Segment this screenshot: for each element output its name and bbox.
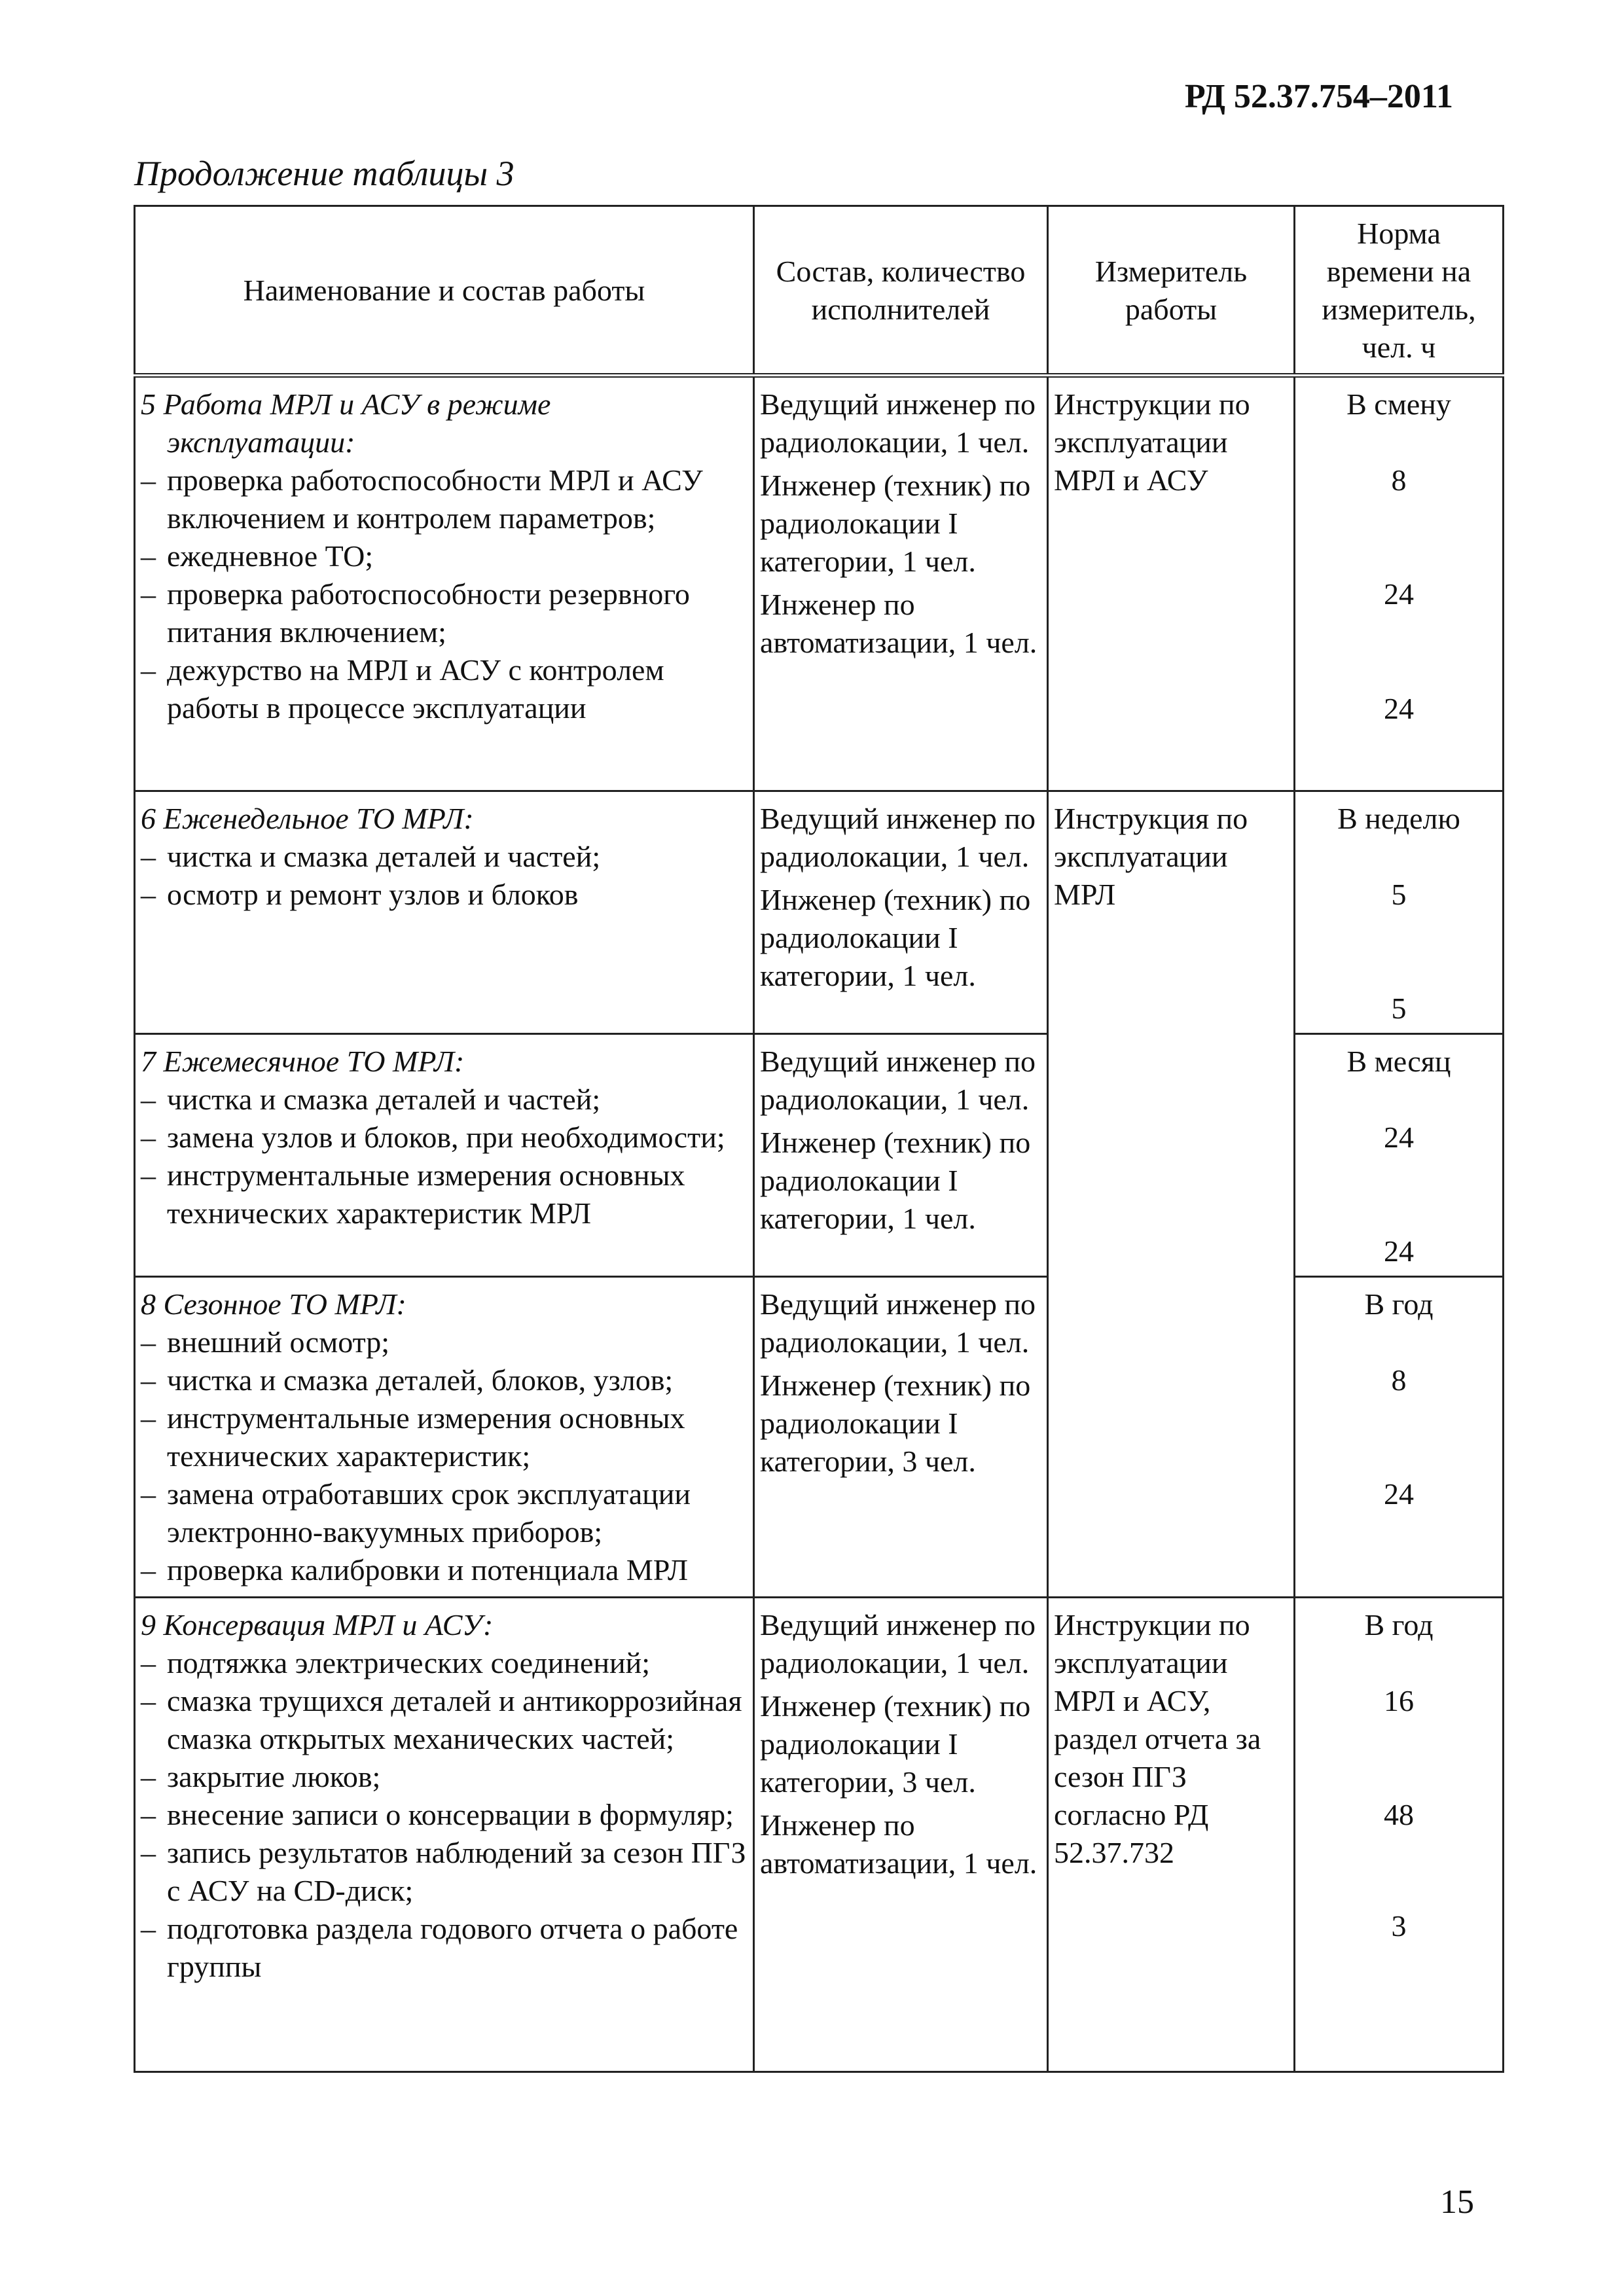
norm-value: 48: [1384, 1798, 1414, 1831]
staff-entry: Инженер по автоматизации, 1 чел.: [760, 588, 1038, 659]
table-row: [135, 1277, 1504, 1598]
norm-value: 24: [1384, 1477, 1414, 1511]
list-item: – внешний осмотр;: [141, 1325, 390, 1359]
staff-entry: Ведущий инженер по радиолокации, 1 чел.: [760, 1608, 1036, 1679]
list-item: – чистка и смазка деталей и частей;: [141, 1083, 601, 1116]
list-item: – подготовка раздела годового отчета о работе группы: [141, 1912, 738, 1983]
list-item: – инструментальные измерения основных технических характеристик МРЛ: [141, 1158, 685, 1230]
table-caption: Продолжение таблицы 3: [134, 154, 514, 193]
list-item: – дежурство на МРЛ и АСУ с контролем работы в процессе эксплуатации: [141, 653, 664, 725]
staff-entry: Инженер (техник) по радиолокации I категории, 3 чел.: [760, 1369, 1031, 1478]
section-title: 7 Ежемесячное ТО МРЛ:: [141, 1045, 465, 1078]
col-header-norm: Норма времени на измеритель, чел. ч: [1295, 206, 1504, 376]
page-number: 15: [1440, 2183, 1474, 2221]
norm-cell: [1295, 1598, 1504, 2072]
norms-table: [134, 205, 1504, 2073]
norm-cell: [1295, 1277, 1504, 1598]
list-item: – смазка трущихся деталей и антикоррозийная смазка открытых механических частей;: [141, 1684, 742, 1755]
list-item: – чистка и смазка деталей и частей;: [141, 840, 601, 873]
list-item: – проверка калибровки и потенциала МРЛ: [141, 1553, 689, 1587]
list-item: – ежедневное ТО;: [141, 539, 374, 573]
document-code: РД 52.37.754–2011: [1184, 78, 1453, 115]
staff-cell: [754, 791, 1048, 1034]
table-row: [135, 791, 1504, 1034]
staff-cell: [754, 1598, 1048, 2072]
staff-entry: Ведущий инженер по радиолокации, 1 чел.: [760, 1045, 1036, 1116]
norm-cell: [1295, 791, 1504, 1034]
norm-period: В смену: [1346, 387, 1451, 421]
norm-value: 8: [1391, 1363, 1407, 1397]
norm-value: 24: [1384, 692, 1414, 725]
section-title: 8 Сезонное ТО МРЛ:: [141, 1287, 406, 1321]
staff-entry: Инженер (техник) по радиолокации I категории, 1 чел.: [760, 883, 1031, 992]
section-title: 9 Консервация МРЛ и АСУ:: [141, 1608, 494, 1641]
staff-entry: Инженер (техник) по радиолокации I категории, 1 чел.: [760, 469, 1031, 578]
col-header-measure: Измеритель работы: [1048, 206, 1295, 376]
norm-value: 8: [1391, 463, 1407, 497]
list-item: – проверка работоспособности резервного питания включением;: [141, 577, 690, 649]
norm-cell: [1295, 376, 1504, 791]
staff-cell: [754, 376, 1048, 791]
measure-cell: Инструкция по эксплуатации МРЛ: [1048, 791, 1295, 1598]
norm-period: В месяц: [1346, 1045, 1451, 1078]
list-item: – внесение записи о консервации в формуляр;: [141, 1798, 734, 1831]
staff-entry: Инженер (техник) по радиолокации I категории, 3 чел.: [760, 1689, 1031, 1799]
list-item: – проверка работоспособности МРЛ и АСУ включением и контролем параметров;: [141, 463, 703, 535]
list-item: – чистка и смазка деталей, блоков, узлов;: [141, 1363, 674, 1397]
list-item: – подтяжка электрических соединений;: [141, 1646, 651, 1679]
norm-value: 5: [1391, 992, 1407, 1025]
staff-cell: [754, 1277, 1048, 1598]
norm-value: 3: [1391, 1909, 1407, 1943]
table-row: [135, 1598, 1504, 2072]
col-header-staff: Состав, количество исполнителей: [754, 206, 1048, 376]
norm-value: 24: [1384, 1234, 1414, 1268]
work-cell: [135, 1277, 754, 1598]
staff-entry: Ведущий инженер по радиолокации, 1 чел.: [760, 1287, 1036, 1359]
table-row: [135, 1034, 1504, 1277]
list-item: – осмотр и ремонт узлов и блоков: [141, 878, 579, 911]
measure-cell: Инструкции по эксплуатации МРЛ и АСУ, раздел отчета за сезон ПГЗ согласно РД 52.37.732: [1048, 1598, 1295, 2072]
norm-value: 5: [1391, 878, 1407, 911]
table-row: [135, 376, 1504, 791]
norm-cell: [1295, 1034, 1504, 1277]
staff-entry: Ведущий инженер по радиолокации, 1 чел.: [760, 387, 1036, 459]
work-cell: [135, 1598, 754, 2072]
work-cell: [135, 791, 754, 1034]
list-item: – закрытие люков;: [141, 1760, 381, 1793]
norm-value: 16: [1384, 1684, 1414, 1717]
norm-value: 24: [1384, 577, 1414, 611]
measure-cell: Инструкции по эксплуатации МРЛ и АСУ: [1048, 376, 1295, 791]
list-item: – замена узлов и блоков, при необходимости;: [141, 1121, 725, 1154]
staff-entry: Инженер (техник) по радиолокации I категории, 1 чел.: [760, 1126, 1031, 1235]
table-header-row: [135, 206, 1504, 376]
staff-entry: Ведущий инженер по радиолокации, 1 чел.: [760, 802, 1036, 873]
staff-entry: Инженер по автоматизации, 1 чел.: [760, 1808, 1038, 1880]
section-title: 5 Работа МРЛ и АСУ в режиме эксплуатации:: [141, 387, 551, 459]
norm-period: В год: [1364, 1608, 1434, 1641]
list-item: – инструментальные измерения основных технических характеристик;: [141, 1401, 685, 1473]
list-item: – запись результатов наблюдений за сезон ПГЗ с АСУ на CD-диск;: [141, 1836, 746, 1907]
section-title: 6 Еженедельное ТО МРЛ:: [141, 802, 474, 835]
norm-period: В год: [1364, 1287, 1434, 1321]
list-item: – замена отработавших срок эксплуатации электронно-вакуумных приборов;: [141, 1477, 691, 1549]
staff-cell: [754, 1034, 1048, 1277]
norm-period: В неделю: [1337, 802, 1460, 835]
norm-value: 24: [1384, 1121, 1414, 1154]
work-cell: [135, 376, 754, 791]
col-header-work: Наименование и состав работы: [135, 206, 754, 376]
work-cell: [135, 1034, 754, 1277]
